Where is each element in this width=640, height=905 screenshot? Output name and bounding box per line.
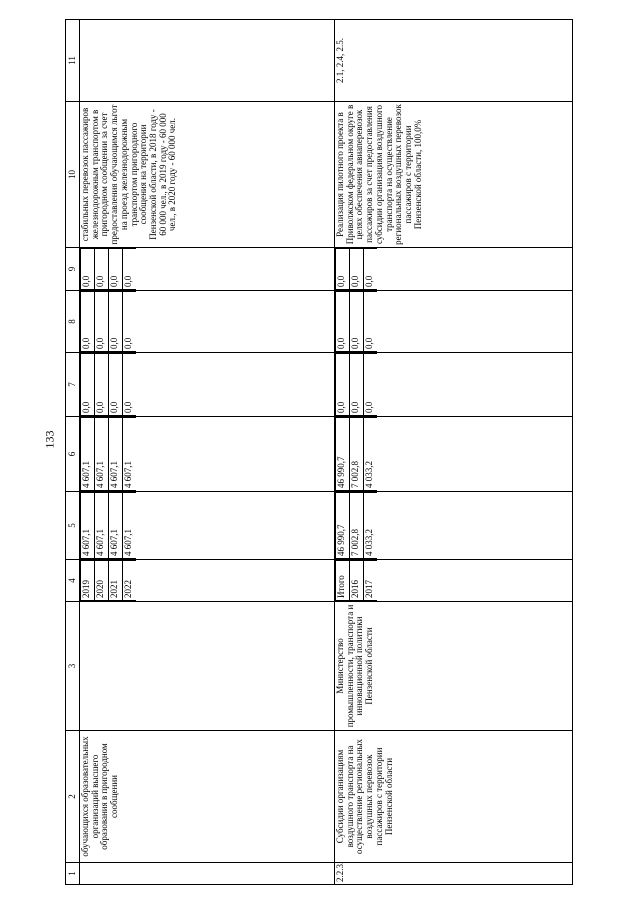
executor: Министерство промышленности, транспорта и инновационной политики Пензенской области [335,602,573,731]
column-number-row [66,20,80,885]
regional-budget-column [335,417,573,492]
value-cell: 7 002,8 [350,418,364,491]
value-cell: 4 033,2 [364,418,378,491]
value-cell: 46 990,7 [336,493,350,559]
year-cell: 2022 [123,561,137,601]
table-row [80,20,335,885]
measure-name: обучающихся образовательных организаций высшего образования в пригородном сообщении [80,731,335,863]
year-cell: 2016 [350,561,364,601]
program-measures-table [65,19,573,885]
value-cell: 0,0 [364,292,378,352]
other-sources-column [80,248,335,291]
column-header: 10 [66,102,80,248]
federal-budget-column [335,353,573,417]
value-cell: 0,0 [109,292,123,352]
value-cell: 0,0 [109,354,123,416]
other-sources-column [335,248,573,291]
value-cell: 0,0 [364,354,378,416]
measure-number [80,863,335,885]
column-header: 5 [66,492,80,560]
column-header: 2 [66,731,80,863]
value-cell: 4 607,1 [95,418,109,491]
federal-budget-column [80,353,335,417]
measure-name: Субсидии организациям воздушного транспорта на осуществление региональных воздушных перевозок пассажиров с территории Пензенской области [335,731,573,863]
local-budget-column [335,291,573,353]
value-cell: 0,0 [123,354,137,416]
column-header: 8 [66,291,80,353]
page-number: 133 [42,430,57,449]
value-cell: 0,0 [81,249,95,290]
value-cell: 46 990,7 [336,418,350,491]
value-cell: 7 002,8 [350,493,364,559]
table-row [335,20,573,885]
value-cell: 0,0 [350,249,364,290]
year-column [80,560,335,602]
year-cell: Итого [336,561,350,601]
value-cell: 4 607,1 [123,493,137,559]
year-list [335,560,377,601]
column-header: 3 [66,602,80,731]
expected-result: Реализация пилотного проекта в Приволжском федеральном округе в целях обеспечения авиаперевозок пассажиров за счет предоставления субсидии организациям воздушного транспорта на осуществление региональных воздушных перевозок пассажиров с территории Пензенской области, 100,0% [335,102,573,248]
value-cell: 0,0 [109,249,123,290]
year-cell: 2021 [109,561,123,601]
indicator-links: 2.1, 2.4, 2.5. [335,20,573,102]
measure-number: 2.2.3. [335,863,573,885]
value-cell: 4 607,1 [109,493,123,559]
column-header: 1 [66,863,80,885]
regional-budget-column [80,417,335,492]
value-cell: 0,0 [336,249,350,290]
column-header: 7 [66,353,80,417]
local-budget-column [80,291,335,353]
executor [80,602,335,731]
total-funding-column [80,492,335,560]
value-cell: 0,0 [123,292,137,352]
column-header: 9 [66,248,80,291]
value-cell: 4 607,1 [109,418,123,491]
value-cell: 0,0 [95,292,109,352]
value-cell: 0,0 [81,354,95,416]
column-header: 4 [66,560,80,602]
year-cell: 2019 [81,561,95,601]
value-cell: 0,0 [350,354,364,416]
indicator-links [80,20,335,102]
value-cell: 0,0 [81,292,95,352]
value-cell: 0,0 [350,292,364,352]
value-cell: 4 607,1 [95,493,109,559]
value-cell: 0,0 [364,249,378,290]
value-cell: 4 607,1 [81,418,95,491]
year-column [335,560,573,602]
column-header: 11 [66,20,80,102]
value-cell: 4 607,1 [81,493,95,559]
value-cell: 0,0 [123,249,137,290]
value-cell: 0,0 [95,249,109,290]
rotated-table-canvas [65,20,573,885]
expected-result: стабильных перевозок пассажиров железнодорожным транспортом в пригородном сообщении за счет предоставления обучающимся льгот на проезд железнодорожным транспортом пригородного сообщения на территории Пензенской области, в 2018 году - 60 000 чел., в 2019 году - 60 000 чел., в 2020 году - 60 000 чел. [80,102,335,248]
year-cell: 2020 [95,561,109,601]
value-cell: 0,0 [336,354,350,416]
column-header: 6 [66,417,80,492]
value-cell: 4 607,1 [123,418,137,491]
year-list [80,560,136,601]
value-cell: 0,0 [95,354,109,416]
year-cell: 2017 [364,561,378,601]
value-cell: 4 033,2 [364,493,378,559]
value-cell: 0,0 [336,292,350,352]
total-funding-column [335,492,573,560]
